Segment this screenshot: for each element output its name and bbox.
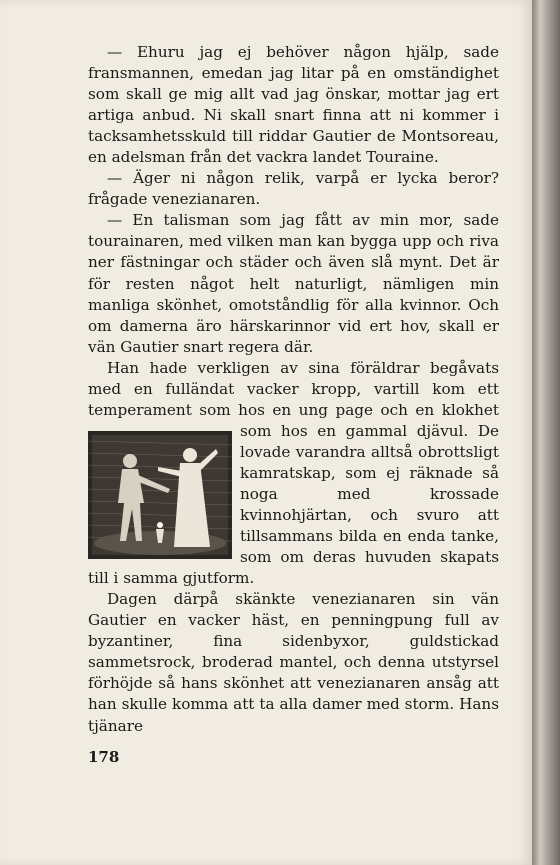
- paragraph-3: — En talisman som jag fått av min mor, sade tourainaren, med vilken man kan bygga upp och riva ner fästningar och städer och även slå mynt. Det är för resten något helt naturligt, nämligen min manliga skönhet, omotståndlig för alla kvinnor. Och om damerna äro härskarinnor vid ert hov, skall er vän Gautier snart regera där.: [88, 211, 499, 356]
- paragraph-4: [88, 358, 499, 590]
- body-text: [88, 42, 499, 737]
- paragraph-2: — Äger ni någon relik, varpå er lycka beror? frågade venezianaren.: [88, 169, 499, 209]
- engraving-illustration: [88, 431, 232, 559]
- page-number: 178: [88, 748, 120, 766]
- paragraph-1: — Ehuru jag ej behöver någon hjälp, sade fransmannen, emedan jag litar på en omständighet som skall ge mig allt vad jag önskar, mottar jag ert artiga anbud. Ni skall snart finna att ni kommer i tacksamhetsskuld till riddar Gautier de Montsoreau, en adelsman från det vackra landet Touraine.: [88, 43, 499, 167]
- paragraph-5: Dagen därpå skänkte venezianaren sin vän Gautier en vacker häst, en penningpung full av byzantiner, fina sidenbyxor, guldstickad sammetsrock, broderad mantel, och denna utstyrsel förhöjde så hans skönhet att venezianaren ansåg att han skulle komma att ta alla damer med storm. Hans tjänare: [88, 590, 499, 735]
- book-spine-edge: [532, 0, 560, 865]
- paragraph-4-end: och en klokhet som hos en gammal djävul. De lovade varandra alltså obrottsligt kamratskap, som ej räknade så noga med krossade kvinnohjärtan, och svuro att tillsammans bilda en enda tanke, som om deras huvuden skapats till i samma gjutform.: [88, 400, 499, 588]
- paragraph-4-start: Han hade verkligen av sina föräldrar begåvats med en fulländat vacker kropp, vartill kom ett temperament som hos en ung page: [88, 358, 499, 419]
